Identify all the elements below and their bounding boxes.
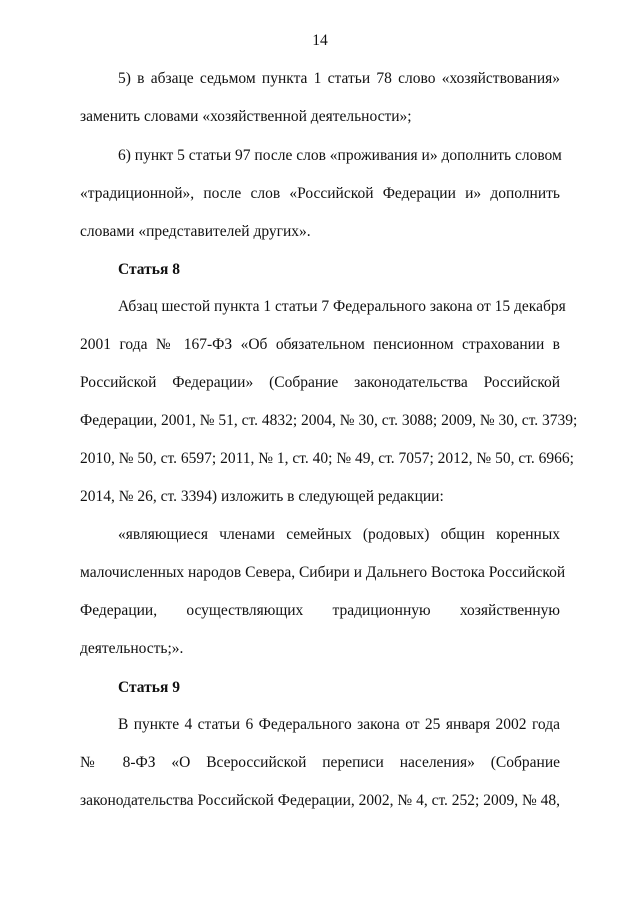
text-line-15: деятельность;». <box>80 640 184 657</box>
text-line-18: законодательства Российской Федерации, 2002, № 4, ст. 252; 2009, № 48, <box>80 792 561 809</box>
text-line-1: 5) в абзаце седьмом пункта 1 статьи 78 слово «хозяйствования» <box>118 70 560 87</box>
text-line-6: Абзац шестой пункта 1 статьи 7 Федерального закона от 15 декабря <box>118 298 566 315</box>
text-line-13: малочисленных народов Севера, Сибири и Дальнего Востока Российской <box>80 564 566 581</box>
text-line-7: 2001 года № 167-ФЗ «Об обязательном пенсионном страховании в <box>80 336 560 353</box>
text-line-10: 2010, № 50, ст. 6597; 2011, № 1, ст. 40; № 49, ст. 7057; 2012, № 50, ст. 6966; <box>80 450 574 467</box>
text-line-16: В пункте 4 статьи 6 Федерального закона от 25 января 2002 года <box>118 716 560 733</box>
text-line-5: словами «представителей других». <box>80 223 311 240</box>
article-8-heading: Статья 8 <box>118 261 180 278</box>
text-line-3: 6) пункт 5 статьи 97 после слов «проживания и» дополнить словом <box>118 147 562 164</box>
text-line-9: Федерации, 2001, № 51, ст. 4832; 2004, № 30, ст. 3088; 2009, № 30, ст. 3739; <box>80 412 578 429</box>
text-line-17: № 8-ФЗ «О Всероссийской переписи населения» (Собрание <box>80 754 560 771</box>
text-line-8: Российской Федерации» (Собрание законодательства Российской <box>80 374 560 391</box>
text-line-12: «являющиеся членами семейных (родовых) общин коренных <box>118 526 560 543</box>
article-9-heading: Статья 9 <box>118 679 180 696</box>
text-line-11: 2014, № 26, ст. 3394) изложить в следующей редакции: <box>80 488 444 505</box>
text-line-2: заменить словами «хозяйственной деятельности»; <box>80 108 412 125</box>
page-number: 14 <box>312 32 328 49</box>
text-line-4: «традиционной», после слов «Российской Федерации и» дополнить <box>80 185 560 202</box>
text-line-14: Федерации, осуществляющих традиционную хозяйственную <box>80 602 560 619</box>
